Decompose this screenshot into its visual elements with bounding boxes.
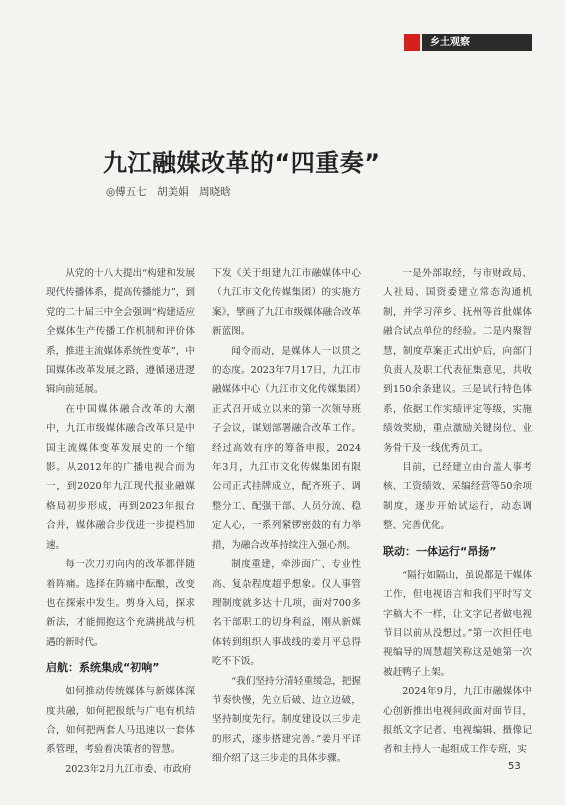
- paragraph: 每一次刀刃向内的改革都伴随着阵痛。选择在阵痛中酝酿，改变也在探索中发生。剪身入局，探求新法，才能拥抱这个充满挑战与机遇的新时代。: [46, 559, 195, 648]
- article-byline: ◎傅五七 胡美娟 周晓晗: [106, 186, 231, 198]
- paragraph: 在中国媒体融合改革的大潮中，九江市级媒体融合改革只是中国主流媒体变革发展史的一个缩影。从2012年的广播电视合而为一，到2020年九江现代报业融媒格局初步形成，再到2023年报台合并，媒体融合步伐进一步提档加速。: [46, 403, 195, 551]
- section-tag: [404, 34, 532, 51]
- section-tag-accent: [404, 34, 420, 51]
- page-number: 53: [508, 761, 521, 772]
- column-3: [383, 264, 532, 760]
- paragraph: 2023年2月九江市委、市政府: [65, 763, 192, 775]
- article-title: 九江融媒改革的“四重奏”: [103, 149, 381, 177]
- column-2: [212, 264, 361, 769]
- section-heading-launch: 启航：系统集成“初响”: [46, 661, 160, 675]
- paragraph: 从党的十八大提出“构建和发展现代传播体系，提高传播能力”，到党的二十届三中全会强调“构建适应全媒体生产传播工作机制和评价体系，推进主流媒体系统性变革”，中国媒体改革发展之路，遵循递进逻辑向前延展。: [46, 268, 195, 396]
- paragraph: 闻令而动，是媒体人一以贯之的态度。2023年7月17日，九江市融媒体中心（九江市文化传媒集团）正式召开成立以来的第一次领导班子会议，谋划部署融合改革工作。经过高效有序的筹备申报，2024年3月，九江市文化传媒集团有限公司正式挂牌成立，配齐班子、调整分工、配强干部、人员分流、稳定人心，一系列紧锣密鼓的有力举措，为融合改革持续注入强心剂。: [212, 345, 361, 551]
- section-heading-linkage: 联动：一体运行“昂扬”: [383, 544, 497, 558]
- paragraph: “隔行如隔山，虽说都是干媒体工作，但电视语言和我们平时写文字稿大不一样，让文字记者做电视节目以前从没想过。”第一次担任电视编导的周慧超笑称这是她第一次被赶鸭子上架。: [383, 569, 532, 678]
- section-tag-label: 乡土观察: [422, 34, 532, 51]
- paragraph: 制度重建，牵涉面广、专业性高、复杂程度超乎想象。仅人事管理制度就多达十几项，面对700多名干部职工的切身利益，刚从新媒体转到组织人事战线的姜月平总得吃不下饭。: [212, 559, 361, 668]
- paragraph: “我们坚持分清轻重缓急，把握节奏快慢，先立后破、边立边破，坚持制度先行。制度建设以三步走的形式，逐步搭建完善。”姜月平详细介绍了这三步走的具体步骤。: [212, 675, 361, 765]
- paragraph: 下发《关于组建九江市融媒体中心（九江市文化传媒集团）的实施方案》，擘画了九江市级媒体融合改革新蓝图。: [212, 268, 361, 338]
- paragraph: 一是外部取经，与市财政局、人社局、国资委建立常态沟通机制，并学习萍乡、抚州等首批媒体融合试点单位的经验。二是内聚智慧，制度草案正式出炉后，向部门负责人及职工代表征集意见，共收到150余条建议。三是试行特色体系，依据工作实绩评定等级，实施绩效奖励，重点激励关键岗位、业务骨干及一线优秀员工。: [383, 268, 532, 454]
- column-1: [46, 264, 195, 779]
- paragraph: 如何推动传统媒体与新媒体深度共融，如何把报纸与广电有机结合，如何把两套人马迅速以一套体系管理，考验着决策者的智慧。: [46, 686, 195, 756]
- paragraph: 2024年9月，九江市融媒体中心创新推出电视问政面对面节目，报纸文字记者、电视编辑、摄像记者和主持人一起组成工作专班，实: [383, 686, 532, 756]
- paragraph: 目前，已经建立由台盖人事考核、工资绩效、采编经营等50余项制度，逐步开始试运行，动态调整、完善优化。: [383, 462, 532, 532]
